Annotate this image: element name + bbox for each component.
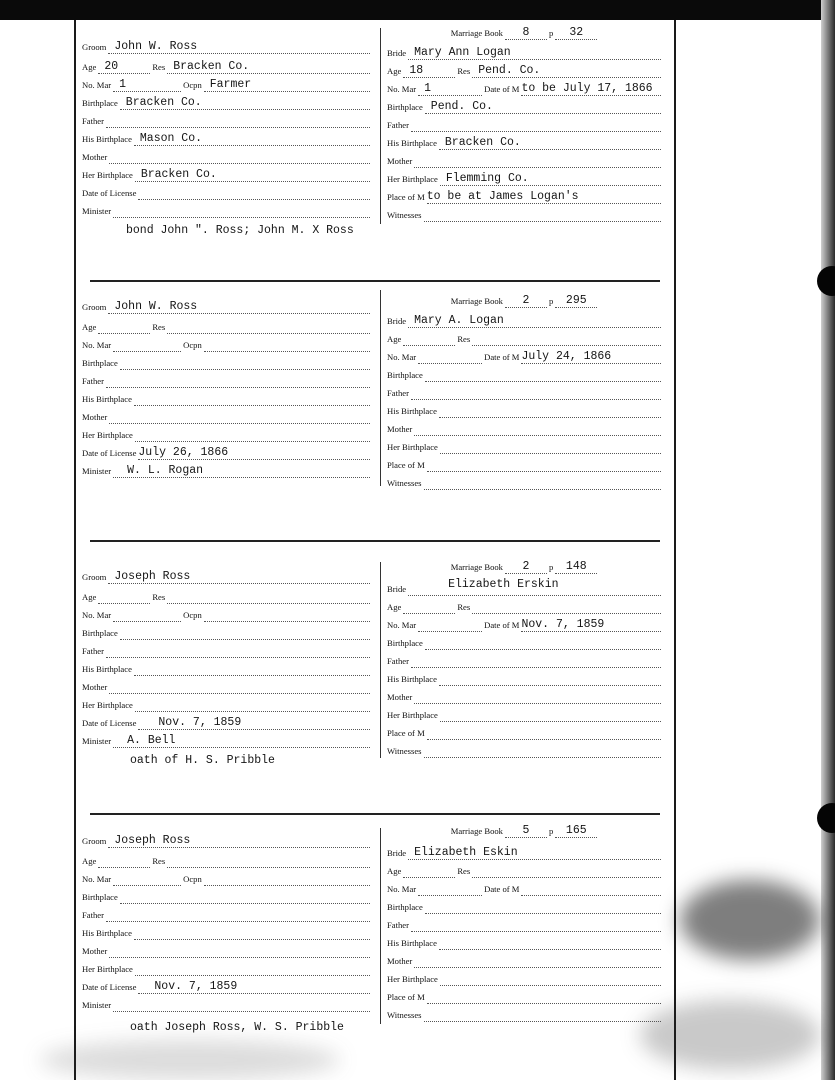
bride-row: Bride Mary A. Logan bbox=[387, 310, 663, 328]
bride-section bbox=[380, 823, 663, 1024]
groom-residence: Bracken Co. bbox=[173, 59, 250, 73]
witnesses-row: Witnesses bbox=[387, 204, 663, 222]
card-right-border bbox=[674, 20, 676, 1080]
father-birthplace: Mason Co. bbox=[139, 131, 203, 145]
punch-hole bbox=[817, 266, 835, 296]
record-note: oath Joseph Ross, W. S. Pribble bbox=[130, 1021, 344, 1034]
bride-his-birthplace-row: His Birthplace bbox=[387, 668, 663, 686]
bride-row: Bride Mary Ann Logan bbox=[387, 42, 663, 60]
license-row: Date of License Nov. 7, 1859 bbox=[82, 976, 372, 994]
page-number: 148 bbox=[565, 559, 587, 573]
bride-age-res-row: Age 18 Res Pend. Co. bbox=[387, 60, 663, 78]
groom-no-mar: 1 bbox=[119, 77, 127, 91]
bride-her-birthplace-row: Her Birthplace bbox=[387, 968, 663, 986]
his-birthplace-row: His Birthplace bbox=[82, 658, 372, 676]
bride-age: 18 bbox=[409, 63, 424, 77]
her-birthplace-row: Her Birthplace bbox=[82, 958, 372, 976]
book-number: 2 bbox=[522, 559, 530, 573]
bride-father-birthplace: Bracken Co. bbox=[444, 135, 521, 149]
bride-residence: Pend. Co. bbox=[478, 63, 541, 77]
groom-row: Groom Joseph Ross bbox=[82, 830, 372, 848]
bride-his-birthplace-row: His Birthplace bbox=[387, 400, 663, 418]
age-res-row: Age Res bbox=[82, 586, 372, 604]
nomar-ocpn-row: No. Mar Ocpn bbox=[82, 868, 372, 886]
groom-section bbox=[82, 290, 372, 490]
bride-father-row: Father bbox=[387, 382, 663, 400]
minister-row: Minister bbox=[82, 200, 372, 218]
father-row: Father bbox=[82, 370, 372, 388]
bride-age-res-row: Age Res bbox=[387, 860, 663, 878]
bride-mother-row: Mother bbox=[387, 686, 663, 704]
bride-mother-row: Mother bbox=[387, 950, 663, 968]
mother-row: Mother bbox=[82, 146, 372, 164]
his-birthplace-row: His Birthplace bbox=[82, 388, 372, 406]
page-number: 165 bbox=[565, 823, 587, 837]
mother-row: Mother bbox=[82, 406, 372, 424]
license-date: Nov. 7, 1859 bbox=[158, 715, 242, 729]
minister-row: Minister A. Bell bbox=[82, 730, 372, 748]
witnesses-row: Witnesses bbox=[387, 472, 663, 490]
birthplace-row: Birthplace bbox=[82, 352, 372, 370]
groom-row: Groom John W. Ross bbox=[82, 36, 372, 54]
birthplace-row: Birthplace bbox=[82, 886, 372, 904]
license-row: Date of License July 26, 1866 bbox=[82, 442, 372, 460]
marriage-date: July 24, 1866 bbox=[521, 349, 612, 363]
license-date: Nov. 7, 1859 bbox=[154, 979, 238, 993]
card-divider bbox=[90, 540, 660, 542]
mother-row: Mother bbox=[82, 940, 372, 958]
record-card-4 bbox=[82, 823, 666, 1048]
groom-row: Groom Joseph Ross bbox=[82, 566, 372, 584]
book-number: 2 bbox=[522, 293, 530, 307]
page-number: 295 bbox=[565, 293, 587, 307]
marriage-place: to be at James Logan's bbox=[426, 189, 579, 203]
bride-nomar-date-row: No. Mar Date of M July 24, 1866 bbox=[387, 346, 663, 364]
bride-name: Elizabeth Eskin bbox=[414, 845, 518, 859]
nomar-ocpn-row: No. Mar 1 Ocpn Farmer bbox=[82, 74, 372, 92]
groom-name: John W. Ross bbox=[114, 39, 198, 53]
groom-row: Groom John W. Ross bbox=[82, 296, 372, 314]
groom-section bbox=[82, 828, 372, 1028]
groom-section bbox=[82, 562, 372, 762]
marriage-book-row: Marriage Book 2 p 295 bbox=[387, 290, 663, 308]
bride-name: Elizabeth Erskin bbox=[448, 577, 559, 591]
marriage-book-row: Marriage Book 2 p 148 bbox=[387, 556, 663, 574]
his-birthplace-row: His Birthplace bbox=[82, 922, 372, 940]
bride-nomar-date-row: No. Mar Date of M bbox=[387, 878, 663, 896]
minister-row: Minister W. L. Rogan bbox=[82, 460, 372, 478]
book-number: 8 bbox=[522, 25, 530, 39]
bride-her-birthplace-row: Her Birthplace bbox=[387, 436, 663, 454]
nomar-ocpn-row: No. Mar Ocpn bbox=[82, 604, 372, 622]
minister-row: Minister bbox=[82, 994, 372, 1012]
marriage-date: Nov. 7, 1859 bbox=[521, 617, 605, 631]
mother-birthplace: Bracken Co. bbox=[140, 167, 217, 181]
card-divider bbox=[90, 813, 660, 815]
place-of-m-row: Place of M bbox=[387, 986, 663, 1004]
bride-her-birthplace-row: Her Birthplace Flemming Co. bbox=[387, 168, 663, 186]
bride-section bbox=[380, 559, 663, 758]
record-card-1 bbox=[82, 25, 666, 243]
nomar-ocpn-row: No. Mar Ocpn bbox=[82, 334, 372, 352]
his-birthplace-row: His Birthplace Mason Co. bbox=[82, 128, 372, 146]
place-of-m-row: Place of M bbox=[387, 722, 663, 740]
bride-nomar-date-row: No. Mar 1 Date of M to be July 17, 1866 bbox=[387, 78, 663, 96]
bride-nomar-date-row: No. Mar Date of M Nov. 7, 1859 bbox=[387, 614, 663, 632]
punch-hole bbox=[817, 803, 835, 833]
groom-occupation: Farmer bbox=[209, 77, 252, 91]
license-row: Date of License Nov. 7, 1859 bbox=[82, 712, 372, 730]
bride-birthplace: Pend. Co. bbox=[430, 99, 493, 113]
scan-smudge bbox=[640, 1000, 820, 1070]
bride-father-row: Father bbox=[387, 114, 663, 132]
license-date: July 26, 1866 bbox=[138, 445, 229, 459]
bride-father-row: Father bbox=[387, 650, 663, 668]
bride-birthplace-row: Birthplace bbox=[387, 632, 663, 650]
bride-his-birthplace-row: His Birthplace Bracken Co. bbox=[387, 132, 663, 150]
bride-birthplace-row: Birthplace Pend. Co. bbox=[387, 96, 663, 114]
marriage-book-row: Marriage Book 5 p 165 bbox=[387, 820, 663, 838]
groom-section bbox=[82, 28, 372, 228]
record-card-3 bbox=[82, 559, 666, 772]
bride-mother-row: Mother bbox=[387, 418, 663, 436]
marriage-date: to be July 17, 1866 bbox=[521, 81, 653, 95]
witnesses-row: Witnesses bbox=[387, 1004, 663, 1022]
bride-mother-row: Mother bbox=[387, 150, 663, 168]
groom-age: 20 bbox=[104, 59, 119, 73]
father-row: Father bbox=[82, 640, 372, 658]
groom-name: John W. Ross bbox=[114, 299, 198, 313]
bride-section bbox=[380, 290, 663, 489]
bride-row: Bride Elizabeth Eskin bbox=[387, 842, 663, 860]
place-of-m-row: Place of M bbox=[387, 454, 663, 472]
record-note: bond John ". Ross; John M. X Ross bbox=[126, 224, 354, 237]
father-row: Father bbox=[82, 904, 372, 922]
bride-his-birthplace-row: His Birthplace bbox=[387, 932, 663, 950]
her-birthplace-row: Her Birthplace bbox=[82, 424, 372, 442]
scan-right-edge bbox=[821, 0, 835, 1080]
bride-father-row: Father bbox=[387, 914, 663, 932]
scan-smudge bbox=[680, 880, 820, 960]
card-left-border bbox=[74, 20, 76, 1080]
record-card-2 bbox=[82, 290, 666, 490]
bride-age-res-row: Age Res bbox=[387, 596, 663, 614]
her-birthplace-row: Her Birthplace bbox=[82, 694, 372, 712]
age-res-row: Age Res bbox=[82, 316, 372, 334]
marriage-book-row: Marriage Book 8 p 32 bbox=[387, 22, 663, 40]
groom-name: Joseph Ross bbox=[114, 569, 191, 583]
mother-row: Mother bbox=[82, 676, 372, 694]
groom-birthplace: Bracken Co. bbox=[125, 95, 202, 109]
bride-age-res-row: Age Res bbox=[387, 328, 663, 346]
scan-top-edge bbox=[0, 0, 835, 20]
bride-name: Mary Ann Logan bbox=[414, 45, 511, 59]
bride-her-birthplace-row: Her Birthplace bbox=[387, 704, 663, 722]
bride-birthplace-row: Birthplace bbox=[387, 364, 663, 382]
bride-no-mar: 1 bbox=[424, 81, 432, 95]
witnesses-row: Witnesses bbox=[387, 740, 663, 758]
bride-section bbox=[380, 25, 663, 224]
place-of-m-row: Place of M to be at James Logan's bbox=[387, 186, 663, 204]
record-note: oath of H. S. Pribble bbox=[130, 754, 275, 767]
birthplace-row: Birthplace Bracken Co. bbox=[82, 92, 372, 110]
age-res-row: Age 20 Res Bracken Co. bbox=[82, 56, 372, 74]
minister-name: A. Bell bbox=[127, 733, 176, 747]
her-birthplace-row: Her Birthplace Bracken Co. bbox=[82, 164, 372, 182]
bride-row: Bride Elizabeth Erskin bbox=[387, 578, 663, 596]
license-row: Date of License bbox=[82, 182, 372, 200]
bride-birthplace-row: Birthplace bbox=[387, 896, 663, 914]
book-number: 5 bbox=[522, 823, 530, 837]
minister-name: W. L. Rogan bbox=[127, 463, 204, 477]
bride-name: Mary A. Logan bbox=[414, 313, 504, 327]
page-number: 32 bbox=[569, 25, 584, 39]
card-divider bbox=[90, 280, 660, 282]
bride-mother-birthplace: Flemming Co. bbox=[445, 171, 529, 185]
groom-name: Joseph Ross bbox=[114, 833, 191, 847]
father-row: Father bbox=[82, 110, 372, 128]
birthplace-row: Birthplace bbox=[82, 622, 372, 640]
age-res-row: Age Res bbox=[82, 850, 372, 868]
